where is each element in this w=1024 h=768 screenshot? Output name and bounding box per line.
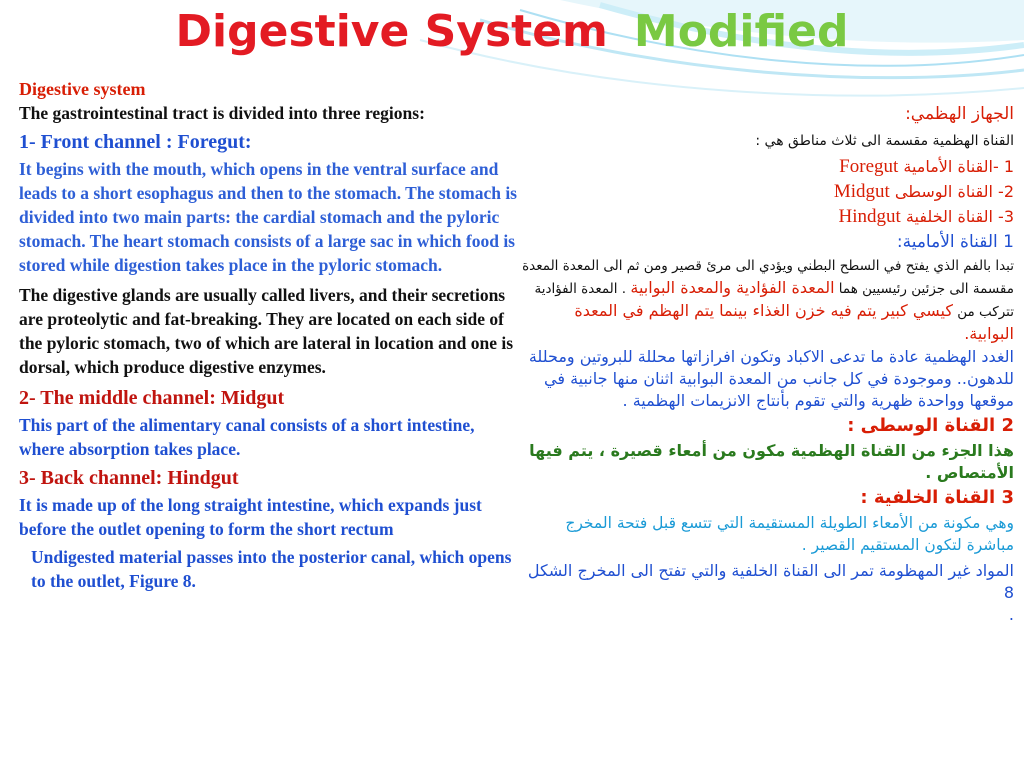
english-undigested-paragraph: Undigested material passes into the posterior canal, which opens to the outlet, Figure 8. (31, 547, 512, 591)
english-hindgut-title: 3- Back channel: Hindgut (19, 467, 239, 489)
english-hindgut-paragraph: It is made up of the long straight intestine, which expands just before the outlet opening to form the short rectum (19, 495, 482, 539)
english-heading: Digestive system (19, 79, 146, 99)
arabic-foregut-title: 1 القناة الأمامية: (896, 232, 1014, 252)
english-foregut-paragraph: It begins with the mouth, which opens in the ventral surface and leads to a short esophagus and then to the stomach. The stomach is divided into two main parts: the cardial stomach and the pyloric stomach. The heart stomach consists of a large sac in which food is stored while digestion takes place in the pyloric stomach. (19, 159, 517, 275)
arabic-foregut-paragraph (520, 255, 1014, 346)
arabic-heading: الجهاز الهظمي: (905, 104, 1014, 124)
title-primary: Digestive System (175, 6, 608, 57)
arabic-hindgut-paragraph: وهي مكونة من الأمعاء الطويلة المستقيمة التي تتسع قبل فتحة المخرج مباشرة لتكون المستقيم القصير . (565, 514, 1014, 554)
english-midgut-title: 2- The middle channel: Midgut (19, 387, 285, 409)
english-foregut-title: 1- Front channel : Foregut: (19, 131, 252, 153)
english-glands-paragraph: The digestive glands are usually called livers, and their secretions are proteolytic and fat-breaking. They are located on each side of the pyloric stomach, two of which are lateral in location and one is dorsal, which produce digestive enzymes. (19, 285, 514, 377)
arabic-item2-english: Midgut (833, 181, 890, 202)
english-intro: The gastrointestinal tract is divided into three regions: (19, 103, 425, 123)
arabic-midgut-paragraph: هذا الجزء من القناة الهظمية مكون من أمعاء قصيرة ، يتم فيها الأمتصاص . (529, 441, 1014, 482)
arabic-trailing-period: . (1008, 605, 1014, 624)
arabic-item3-label: 3- القناة الخلفية (905, 207, 1014, 226)
english-column (19, 77, 519, 597)
arabic-intro: القناة الهظمية مقسمة الى ثلاث مناطق هي : (755, 133, 1014, 149)
arabic-foregut-highlight-2: كيسي كبير يتم فيه خزن الغذاء بينما يتم الهظم في المعدة البوابية. (574, 301, 1014, 343)
arabic-glands-paragraph: الغدد الهظمية عادة ما تدعى الاكباد وتكون افرازاتها محللة للبروتين ومحللة للدهون.. وموجودة في كل جانب من المعدة البوابية اثنان منها جانبية في موقعها وواحدة ظهرية والتي تقوم بأنتاج الانزيمات الهظمية . (528, 347, 1014, 410)
arabic-foregut-text-a: تبدا بالفم الذي يفتح في السطح البطني ويؤدي الى مرئ قصير ومن ثم الى المعدة المعدة مقسمة الى جزئين رئيسيين هما (522, 258, 1014, 297)
arabic-list-item-midgut (520, 179, 1014, 204)
title-secondary: Modified (633, 6, 849, 57)
arabic-item3-english: Hindgut (838, 206, 901, 227)
arabic-item1-english: Foregut (839, 156, 899, 177)
arabic-item2-label: 2- القناة الوسطى (894, 182, 1014, 201)
arabic-foregut-text-b: . المعدة الفؤادية تتركب من (534, 281, 1014, 320)
arabic-list-item-hindgut (520, 204, 1014, 229)
english-midgut-paragraph: This part of the alimentary canal consists of a short intestine, where absorption takes place. (19, 415, 475, 459)
arabic-foregut-highlight-1: المعدة الفؤادية والمعدة البوابية (630, 278, 835, 297)
arabic-column (520, 100, 1014, 626)
arabic-hindgut-title: 3 القناة الخلفية : (860, 487, 1014, 508)
arabic-item1-label: 1 -القناة الأمامية (903, 157, 1014, 176)
arabic-midgut-title: 2 القناة الوسطى : (847, 415, 1014, 436)
arabic-undigested-paragraph: المواد غير المهظومة تمر الى القناة الخلفية والتي تفتح الى المخرج الشكل 8 (527, 561, 1014, 602)
arabic-list-item-foregut (520, 154, 1014, 179)
page-title (0, 2, 1024, 62)
